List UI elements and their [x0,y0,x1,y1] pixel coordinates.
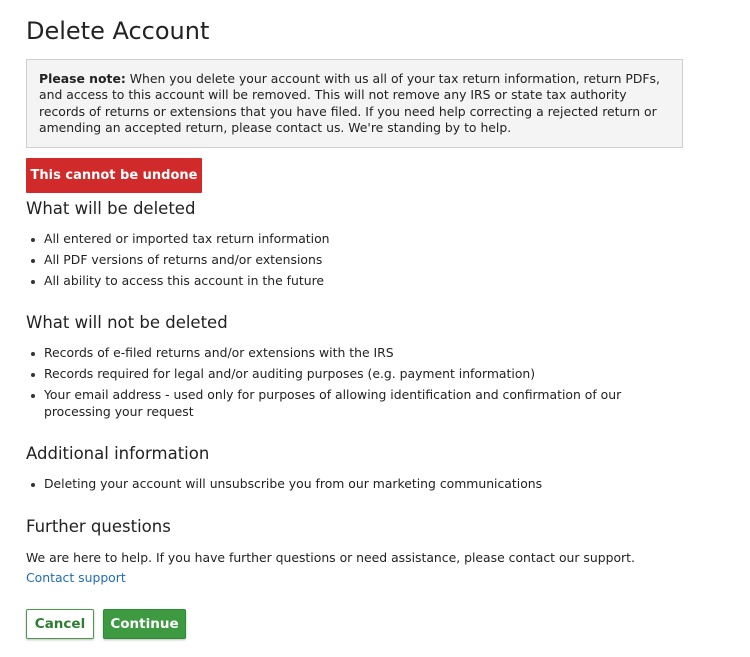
additional-list [26,476,666,497]
not-deleted-list [26,345,666,425]
deleted-heading: What will be deleted [26,199,196,218]
list-item: Records of e-filed returns and/or extensions with the IRS [26,345,666,362]
note-text: When you delete your account with us all of your tax return information, return PDFs, and access to this account will be removed. This will not remove any IRS or state tax authority records of returns or extensions that you have filed. If you need help correcting a rejected return or amending an accepted return, please contact us. We're standing by to help. [39,71,660,136]
list-item: All ability to access this account in the future [26,273,666,290]
additional-heading: Additional information [26,444,210,463]
note-label: Please note: [39,71,126,86]
list-item: Records required for legal and/or auditing purposes (e.g. payment information) [26,366,666,383]
deleted-list [26,231,666,294]
note-box [26,59,683,148]
further-text: We are here to help. If you have further questions or need assistance, please contact our support. [26,550,635,565]
page-title: Delete Account [26,17,210,45]
continue-button[interactable]: Continue [103,609,186,639]
cannot-undo-badge: This cannot be undone [26,158,202,193]
list-item: Deleting your account will unsubscribe you from our marketing communications [26,476,666,493]
cancel-button[interactable]: Cancel [26,609,94,639]
list-item: Your email address - used only for purposes of allowing identification and confirmation of our processing your request [26,387,666,420]
contact-support-link[interactable]: Contact support [26,570,126,585]
list-item: All entered or imported tax return information [26,231,666,248]
list-item: All PDF versions of returns and/or extensions [26,252,666,269]
not-deleted-heading: What will not be deleted [26,313,228,332]
further-heading: Further questions [26,517,171,536]
